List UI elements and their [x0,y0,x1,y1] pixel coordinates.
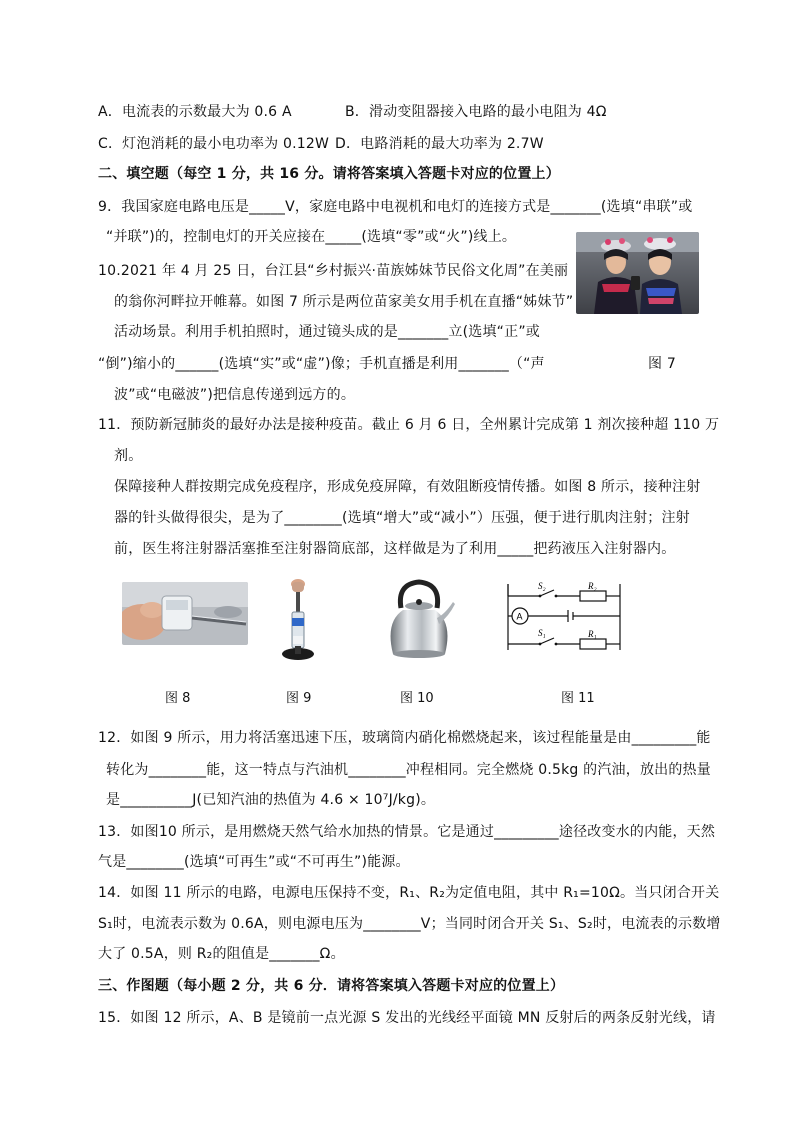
fig8-caption: 图 8 [165,691,191,706]
q10-line-3: 活动场景。利用手机拍照时，通过镜头成的是_______立(选填“正”或 [114,324,540,340]
q11-line-1: 11．预防新冠肺炎的最好办法是接种疫苗。截止 6 月 6 日，全州累计完成第 1 剂次接种超 110 万 [98,417,720,433]
q14-line-1: 14．如图 11 所示的电路，电源电压保持不变，R₁、R₂为定值电阻，其中 R₁=10Ω。当只闭合开关 [98,885,720,901]
q10-line-4: “倒”)缩小的______(选填“实”或“虚”)像；手机直播是利用_______（“声 [98,356,545,372]
q9-line-2: “并联”)的，控制电灯的开关应接在_____(选填“零”或“火”)线上。 [106,229,517,245]
q11-line-4: 器的针头做得很尖，是为了________(选填“增大”或“减小”）压强，便于进行肌肉注射；注射 [114,510,690,526]
fig10-kettle [383,576,455,660]
q8-option-a: A．电流表的示数最大为 0.6 A [98,104,292,120]
q10-line-5: 波”或“电磁波”)把信息传递到远方的。 [114,387,356,403]
q11-line-3: 保障接种人群按期完成免疫程序，形成免疫屏障，有效阻断疫情传播。如图 8 所示，接种注射 [114,479,701,495]
circuit-label-r1: R₁ [588,629,597,639]
circuit-label-ammeter: A [516,611,523,622]
fig10-caption: 图 10 [400,691,434,706]
fig7-photo [576,232,699,314]
q14-line-2: S₁时，电流表示数为 0.6A，则电源电压为________V；当同时闭合开关 S₁、S₂时，电流表的示数增 [98,916,721,932]
q12-line-2: 转化为________能，这一特点与汽油机________冲程相同。完全燃烧 0.5kg 的汽油，放出的热量 [106,762,711,778]
circuit-label-r2: R₂ [588,581,597,591]
fig11-circuit [500,580,628,654]
q8-option-b: B．滑动变阻器接入电路的最小电阻为 4Ω [345,104,607,120]
fig8-syringe-photo [122,582,248,645]
q10-line-2: 的翁你河畔拉开帷幕。如图 7 所示是两位苗家美女用手机在直播“姊妹节” [114,294,574,310]
fig7-caption: 图 7 [648,356,676,372]
fig11-caption: 图 11 [561,691,595,706]
q11-line-5: 前，医生将注射器活塞推至注射器筒底部，这样做是为了利用_____把药液压入注射器内。 [114,541,676,557]
circuit-label-s2: S₂ [538,581,546,591]
q12-line-3: 是__________J(已知汽油的热值为 4.6 × 10⁷J/kg)。 [106,792,436,808]
section3-title: 三、作图题（每小题 2 分，共 6 分．请将答案填入答题卡对应的位置上） [98,978,565,994]
q12-line-1: 12．如图 9 所示，用力将活塞迅速下压，玻璃筒内硝化棉燃烧起来，该过程能量是由_________能 [98,730,711,746]
q9-line-1: 9．我国家庭电路电压是_____V，家庭电路中电视机和电灯的连接方式是_______(选填“串联”或 [98,199,693,215]
q10-line-1: 10.2021 年 4 月 25 日，台江县“乡村振兴·苗族姊妹节民俗文化周”在美丽 [98,263,569,279]
fig9-caption: 图 9 [286,691,312,706]
circuit-label-s1: S₁ [538,628,546,638]
q15-line-1: 15．如图 12 所示，A、B 是镜前一点光源 S 发出的光线经平面镜 MN 反射后的两条反射光线，请 [98,1010,716,1026]
q13-line-1: 13．如图10 所示，是用燃烧天然气给水加热的情景。它是通过_________途径改变水的内能，天然 [98,824,716,840]
fig9-fire-piston [278,578,318,662]
q8-option-d: D．电路消耗的最大功率为 2.7W [335,136,544,152]
q11-line-2: 剂。 [114,448,143,464]
q13-line-2: 气是________(选填“可再生”或“不可再生”)能源。 [98,854,410,870]
q14-line-3: 大了 0.5A，则 R₂的阻值是_______Ω。 [98,946,345,962]
section2-title: 二、填空题（每空 1 分，共 16 分。请将答案填入答题卡对应的位置上） [98,166,560,182]
q8-option-c: C．灯泡消耗的最小电功率为 0.12W [98,136,330,152]
